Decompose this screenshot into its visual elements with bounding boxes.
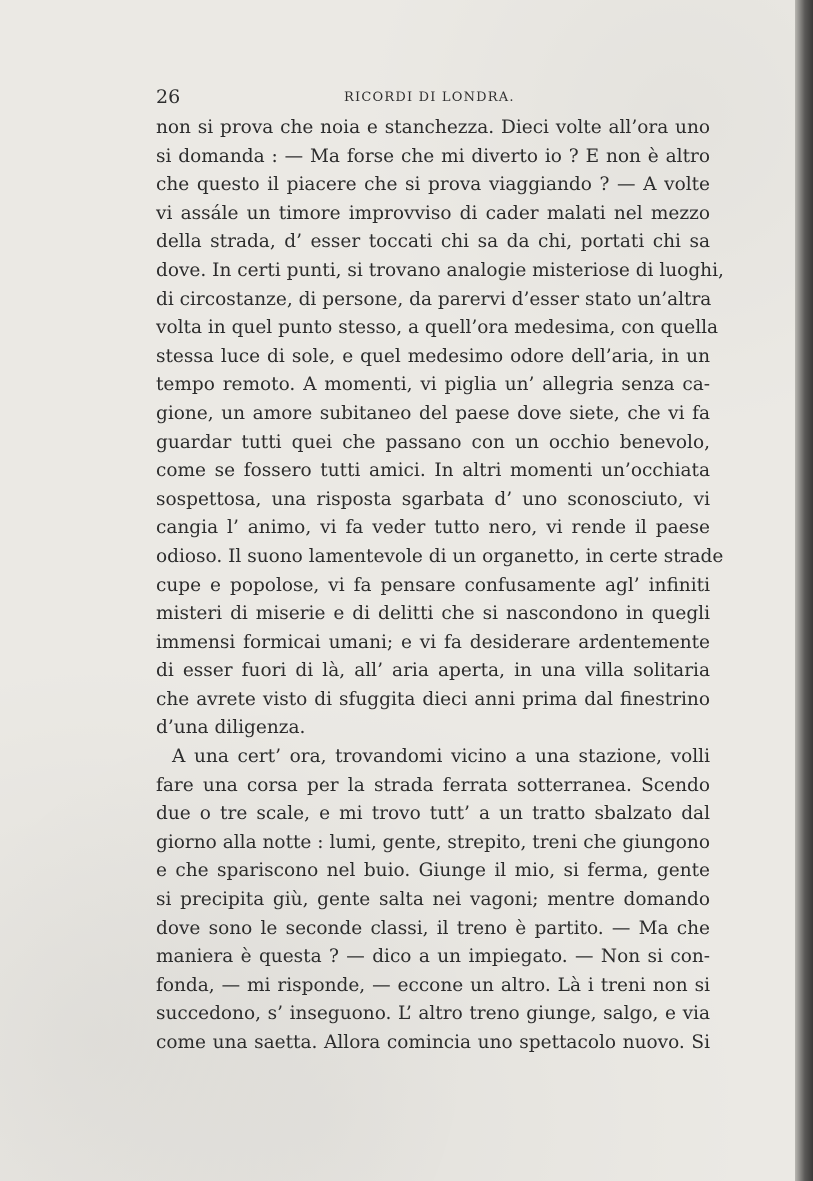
text-line: si domanda : — Ma forse che mi diverto io ? E non è altro	[156, 145, 710, 167]
text-line: della strada, d’ esser toccati chi sa da chi, portati chi sa	[156, 231, 710, 253]
page-number: 26	[156, 86, 181, 108]
text-line: odioso. Il suono lamentevole di un organetto, in certe strade	[156, 545, 724, 567]
text-line: si precipita giù, gente salta nei vagoni; mentre domando	[156, 889, 710, 911]
text-line: come una saetta. Allora comincia uno spettacolo nuovo. Si	[156, 1032, 710, 1053]
text-line: cangia l’ animo, vi fa veder tutto nero, vi rende il paese	[156, 517, 710, 539]
page-header	[156, 86, 712, 110]
text-line: maniera è questa ? — dico a un impiegato. — Non si con-	[156, 946, 710, 968]
text-line: dove. In certi punti, si trovano analogie misteriose di luoghi,	[156, 259, 724, 281]
text-line: che avrete visto di sfuggita dieci anni prima dal finestrino	[156, 688, 710, 710]
text-line: succedono, s’ inseguono. L’ altro treno giunge, salgo, e via	[156, 1003, 710, 1025]
text-line: non si prova che noia e stanchezza. Dieci volte all’ora uno	[156, 117, 710, 138]
text-line: di circostanze, di persone, da parervi d’esser stato un’altra	[156, 288, 712, 310]
text-line: gione, un amore subitaneo del paese dove siete, che vi fa	[156, 402, 710, 424]
text-line: due o tre scale, e mi trovo tutt’ a un tratto sbalzato dal	[156, 803, 710, 825]
text-line: misteri di miserie e di delitti che si nascondono in quegli	[156, 603, 710, 625]
text-line: volta in quel punto stesso, a quell’ora medesima, con quella	[156, 317, 719, 339]
text-line: tempo remoto. A momenti, vi piglia un’ allegria senza ca-	[156, 374, 710, 396]
text-line: guardar tutti quei che passano con un occhio benevolo,	[156, 431, 710, 453]
text-line: sospettosa, una risposta sgarbata d’ uno sconosciuto, vi	[156, 488, 710, 510]
text-line: fare una corsa per la strada ferrata sotterranea. Scendo	[156, 774, 710, 796]
text-line: come se fossero tutti amici. In altri momenti un’occhiata	[156, 460, 710, 482]
body-text	[156, 114, 724, 1058]
running-head: RICORDI DI LONDRA.	[344, 90, 515, 105]
text-line: stessa luce di sole, e quel medesimo odore dell’aria, in un	[156, 345, 710, 367]
paragraph-start-line: A una cert’ ora, trovandomi vicino a una stazione, volli	[172, 746, 710, 768]
text-line: giorno alla notte : lumi, gente, strepito, treni che giungono	[156, 831, 710, 853]
paragraph-end-line: d’una diligenza.	[156, 717, 306, 739]
text-line: e che spariscono nel buio. Giunge il mio, si ferma, gente	[156, 860, 710, 882]
text-line: che questo il piacere che si prova viaggiando ? — A volte	[156, 174, 710, 196]
text-line: dove sono le seconde classi, il treno è partito. — Ma che	[156, 917, 710, 939]
text-line: cupe e popolose, vi fa pensare confusamente agl’ infiniti	[156, 574, 710, 596]
text-line: vi assále un timore improvviso di cader malati nel mezzo	[156, 202, 710, 224]
text-line: fonda, — mi risponde, — eccone un altro. Là i treni non si	[156, 974, 710, 996]
page-edge-shadow	[795, 0, 813, 1181]
text-line: immensi formicai umani; e vi fa desiderare ardentemente	[156, 631, 710, 653]
text-line: di esser fuori di là, all’ aria aperta, in una villa solitaria	[156, 660, 710, 682]
